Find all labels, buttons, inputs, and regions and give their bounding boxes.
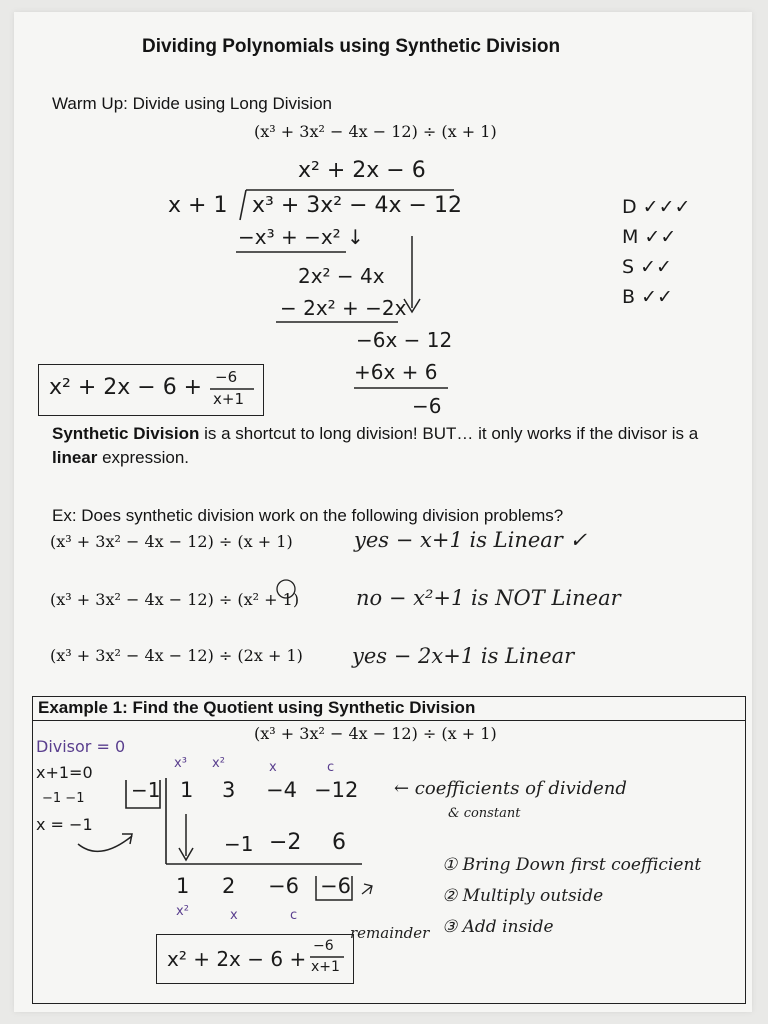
coefficient-2: 3 — [222, 778, 236, 802]
result-2: 2 — [222, 874, 236, 898]
example-problem-2: (x³ + 3x² − 4x − 12) ÷ (x² + 1) — [50, 590, 300, 609]
intro-text-1: is a shortcut to long division! BUT… it only works if the divisor is a — [199, 424, 699, 443]
long-division-divisor: x + 1 — [168, 193, 228, 218]
label-top-x3: x³ — [174, 756, 187, 771]
synthetic-divisor-value: −1 — [131, 778, 161, 802]
example-question: Ex: Does synthetic division work on the following division problems? — [52, 506, 564, 525]
warmup-answer-numerator: −6 — [215, 368, 238, 386]
divisor-work-line-2: x+1=0 — [36, 763, 93, 782]
warmup-label: Warm Up: Divide using Long Division — [52, 94, 332, 113]
example-answer-2: no − x²+1 is NOT Linear — [356, 586, 621, 610]
result-remainder: −6 — [320, 874, 351, 898]
divisor-work-line-3: −1 −1 — [42, 791, 85, 806]
long-division-step-3: − 2x² + −2x — [280, 296, 407, 320]
label-bottom-x2: x² — [176, 904, 189, 919]
coefficients-note: ← coefficients of dividend — [394, 778, 627, 799]
coefficient-4: −12 — [314, 778, 359, 802]
long-division-step-5: +6x + 6 — [354, 360, 438, 384]
long-division-step-1: −x³ + −x² ↓ — [238, 225, 364, 249]
coefficient-1: 1 — [180, 778, 194, 802]
long-division-step-4: −6x − 12 — [356, 328, 453, 352]
product-3: 6 — [332, 830, 346, 855]
warmup-answer-main: x² + 2x − 6 + — [49, 375, 203, 400]
example-1-answer-main: x² + 2x − 6 + — [167, 947, 307, 971]
example-problem-3: (x³ + 3x² − 4x − 12) ÷ (2x + 1) — [50, 646, 303, 665]
long-division-dividend: x³ + 3x² − 4x − 12 — [252, 193, 462, 218]
coefficients-note-2: & constant — [448, 806, 521, 821]
example-1-answer-denominator: x+1 — [311, 959, 340, 975]
step-2: ② Multiply outside — [442, 886, 604, 906]
example-answer-3: yes − 2x+1 is Linear — [352, 644, 575, 668]
product-1: −1 — [224, 832, 254, 856]
warmup-problem: (x³ + 3x² − 4x − 12) ÷ (x + 1) — [254, 122, 497, 141]
example-1-header: Example 1: Find the Quotient using Synthetic Division — [38, 698, 476, 717]
coefficient-3: −4 — [266, 778, 297, 802]
example-answer-1: yes − x+1 is Linear ✓ — [354, 528, 588, 552]
result-3: −6 — [268, 874, 299, 898]
example-1-answer-numerator: −6 — [313, 938, 334, 954]
remainder-label: remainder — [350, 924, 430, 942]
worksheet-page — [14, 12, 752, 1012]
divisor-work-line-1: Divisor = 0 — [36, 737, 126, 756]
intro-bold-linear: linear — [52, 448, 98, 467]
page-title: Dividing Polynomials using Synthetic Division — [142, 36, 561, 57]
divisor-work-line-4: x = −1 — [36, 815, 93, 834]
long-division-step-2: 2x² − 4x — [298, 264, 385, 288]
step-1: ① Bring Down first coefficient — [442, 855, 702, 875]
label-bottom-c: c — [290, 908, 298, 923]
dmsb-bring-down: B ✓✓ — [622, 286, 673, 308]
dmsb-subtract: S ✓✓ — [622, 256, 672, 278]
label-top-x2: x² — [212, 756, 225, 771]
step-3: ③ Add inside — [442, 917, 554, 937]
example-1-problem: (x³ + 3x² − 4x − 12) ÷ (x + 1) — [254, 724, 497, 743]
handwriting-strokes — [14, 12, 752, 1012]
intro-bold-synthetic: Synthetic Division — [52, 424, 200, 443]
example-problem-1: (x³ + 3x² − 4x − 12) ÷ (x + 1) — [50, 532, 293, 551]
intro-text-2: expression. — [97, 448, 190, 467]
warmup-answer-denominator: x+1 — [213, 390, 244, 408]
label-bottom-x: x — [230, 908, 238, 923]
dmsb-divide: D ✓✓✓ — [622, 196, 691, 218]
dmsb-multiply: M ✓✓ — [622, 226, 677, 248]
long-division-quotient: x² + 2x − 6 — [298, 158, 426, 183]
long-division-remainder: −6 — [412, 394, 442, 418]
product-2: −2 — [269, 830, 302, 855]
label-top-x: x — [269, 760, 277, 775]
result-1: 1 — [176, 874, 190, 898]
label-top-c: c — [327, 760, 335, 775]
